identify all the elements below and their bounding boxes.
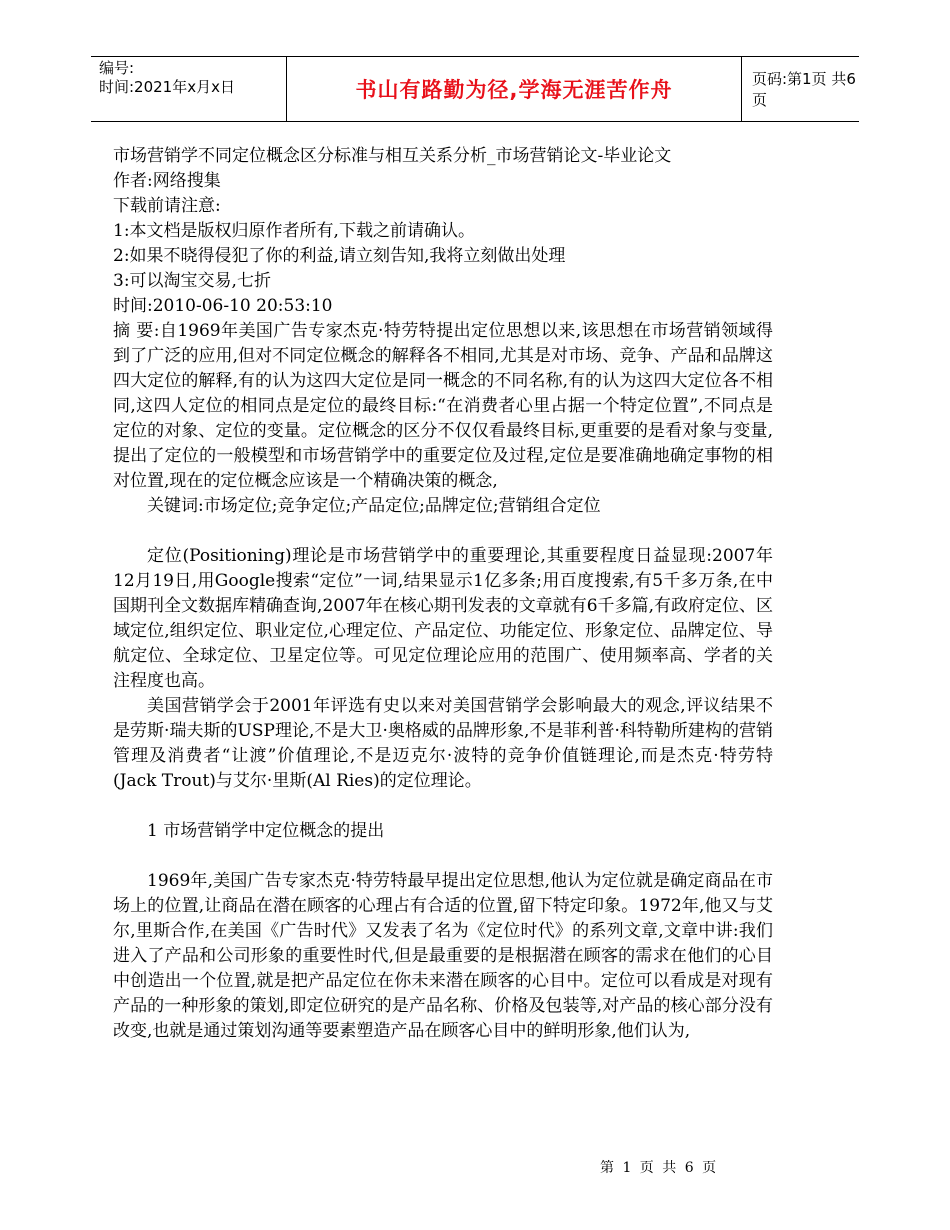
notice-item-3: 3:可以淘宝交易,七折 [113, 271, 271, 291]
section-heading-1: 1 市场营销学中定位概念的提出 [147, 821, 385, 841]
time-label: 时间:2021年x月x日 [99, 78, 235, 96]
abstract-paragraph: 摘 要:自1969年美国广告专家杰克·特劳特提出定位思想以来,该思想在市场营销领域得到了广泛的应用,但对不同定位概念的解释各不相同,尤其是对市场、竞争、产品和品牌这四大定位的解释,有的认为这四大定位是同一概念的不同名称,有的认为这四大定位各不相同,这四人定位的相同点是定位的最终目标:“在消费者心里占据一个特定位置”,不同点是定位的对象、定位的变量。定位概念的区分不仅仅看最终目标,更重要的是看对象与变量,提出了定位的一般模型和市场营销学中的重要定位及过程,定位是要准确地确定事物的相对位置,现在的定位概念应该是一个精确决策的概念, [113, 321, 773, 491]
motto-text: 书山有路勤为径,学海无涯苦作舟 [355, 78, 673, 102]
header-motto-cell [286, 57, 742, 121]
document-body [113, 144, 773, 1044]
body-paragraph-1: 定位(Positioning)理论是市场营销学中的重要理论,其重要程度日益显现:2007年12月19日,用Google搜索“定位”一词,结果显示1亿多条;用百度搜索,有5千多万条,在中国期刊全文数据库精确查询,2007年在核心期刊发表的文章就有6千多篇,有政府定位、区域定位,组织定位、职业定位,心理定位、产品定位、功能定位、形象定位、品牌定位、导航定位、全球定位、卫星定位等。可见定位理论应用的范围广、使用频率高、学者的关注程度也高。 [113, 546, 773, 691]
body-paragraph-2: 美国营销学会于2001年评选有史以来对美国营销学会影响最大的观念,评议结果不是劳斯·瑞夫斯的USP理论,不是大卫·奥格威的品牌形象,不是菲利普·科特勒所建构的营销管理及消费者“让渡”价值理论,不是迈克尔·波特的竞争价值链理论,而是杰克·特劳特(Jack Trout)与艾尔·里斯(Al Ries)的定位理论。 [113, 696, 773, 791]
keywords-line: 关键词:市场定位;竞争定位;产品定位;品牌定位;营销组合定位 [147, 496, 601, 516]
header-meta [91, 57, 286, 121]
page-info-text: 页码:第1页 共6页 [752, 70, 856, 109]
spacer [113, 844, 773, 869]
document-title: 市场营销学不同定位概念区分标准与相互关系分析_市场营销论文-毕业论文 [113, 146, 672, 166]
spacer [113, 794, 773, 819]
author-line: 作者:网络搜集 [113, 171, 221, 191]
page-footer: 第 1 页 共 6 页 [600, 1160, 719, 1176]
body-paragraph-3: 1969年,美国广告专家杰克·特劳特最早提出定位思想,他认为定位就是确定商品在市场上的位置,让商品在潜在顾客的心理占有合适的位置,留下特定印象。1972年,他又与艾尔,里斯合作,在美国《广告时代》又发表了名为《定位时代》的系列文章,文章中讲:我们进入了产品和公司形象的重要性时代,但是最重要的是根据潜在顾客的需求在他们的心目中创造出一个位置,就是把产品定位在你未来潜在顾客的心目中。定位可以看成是对现有产品的一种形象的策划,即定位研究的是产品名称、价格及包装等,对产品的核心部分没有改变,也就是通过策划沟通等要素塑造产品在顾客心目中的鲜明形象,他们认为, [113, 871, 773, 1041]
spacer [113, 519, 773, 544]
notice-title: 下载前请注意: [113, 196, 221, 216]
notice-item-2: 2:如果不晓得侵犯了你的利益,请立刻告知,我将立刻做出处理 [113, 246, 566, 266]
notice-item-1: 1:本文档是版权归原作者所有,下载之前请确认。 [113, 221, 475, 241]
header-table [91, 56, 859, 122]
number-label: 编号: [99, 59, 135, 77]
timestamp-line: 时间:2010-06-10 20:53:10 [113, 296, 333, 316]
header-page-info [742, 57, 859, 121]
